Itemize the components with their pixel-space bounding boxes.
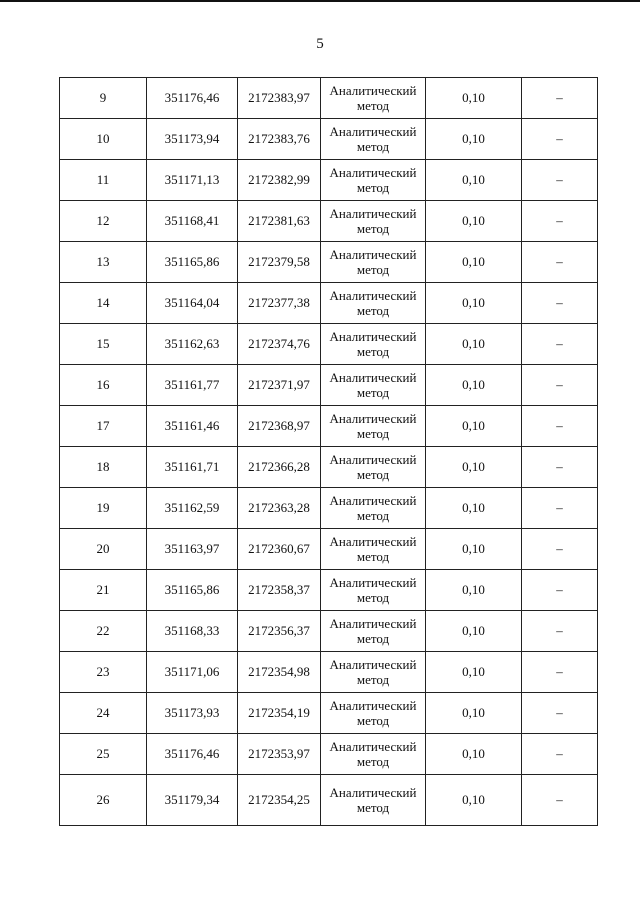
table-row xyxy=(60,611,598,652)
table-row xyxy=(60,365,598,406)
note-cell: – xyxy=(522,734,598,775)
method-line-2: метод xyxy=(356,221,390,236)
method-line-2: метод xyxy=(356,713,390,728)
method-cell xyxy=(321,693,426,734)
method-line-1: Аналитический xyxy=(329,575,417,590)
accuracy-cell: 0,10 xyxy=(426,119,522,160)
y-coordinate-cell: 2172379,58 xyxy=(238,242,321,283)
method-cell xyxy=(321,611,426,652)
method-cell xyxy=(321,324,426,365)
point-number-cell: 26 xyxy=(60,775,147,826)
method-line-1: Аналитический xyxy=(329,616,417,631)
note-cell: – xyxy=(522,652,598,693)
method-line-2: метод xyxy=(356,139,390,154)
point-number-cell: 23 xyxy=(60,652,147,693)
x-coordinate-cell: 351176,46 xyxy=(147,734,238,775)
table-row xyxy=(60,78,598,119)
method-line-1: Аналитический xyxy=(329,739,417,754)
point-number-cell: 13 xyxy=(60,242,147,283)
y-coordinate-cell: 2172354,19 xyxy=(238,693,321,734)
note-cell: – xyxy=(522,611,598,652)
accuracy-cell: 0,10 xyxy=(426,78,522,119)
accuracy-cell: 0,10 xyxy=(426,406,522,447)
accuracy-cell: 0,10 xyxy=(426,775,522,826)
x-coordinate-cell: 351171,13 xyxy=(147,160,238,201)
table-row xyxy=(60,652,598,693)
coordinates-table-body xyxy=(60,78,598,826)
x-coordinate-cell: 351162,63 xyxy=(147,324,238,365)
note-cell: – xyxy=(522,693,598,734)
note-cell: – xyxy=(522,119,598,160)
method-line-2: метод xyxy=(356,590,390,605)
y-coordinate-cell: 2172383,97 xyxy=(238,78,321,119)
method-line-2: метод xyxy=(356,344,390,359)
x-coordinate-cell: 351165,86 xyxy=(147,570,238,611)
accuracy-cell: 0,10 xyxy=(426,529,522,570)
y-coordinate-cell: 2172360,67 xyxy=(238,529,321,570)
method-cell xyxy=(321,283,426,324)
table-row xyxy=(60,119,598,160)
point-number-cell: 9 xyxy=(60,78,147,119)
x-coordinate-cell: 351173,94 xyxy=(147,119,238,160)
method-line-2: метод xyxy=(356,631,390,646)
method-line-1: Аналитический xyxy=(329,165,417,180)
x-coordinate-cell: 351173,93 xyxy=(147,693,238,734)
accuracy-cell: 0,10 xyxy=(426,201,522,242)
y-coordinate-cell: 2172363,28 xyxy=(238,488,321,529)
table-row xyxy=(60,447,598,488)
note-cell: – xyxy=(522,447,598,488)
method-cell xyxy=(321,652,426,693)
accuracy-cell: 0,10 xyxy=(426,570,522,611)
x-coordinate-cell: 351163,97 xyxy=(147,529,238,570)
table-row xyxy=(60,529,598,570)
table-row xyxy=(60,242,598,283)
y-coordinate-cell: 2172356,37 xyxy=(238,611,321,652)
method-line-1: Аналитический xyxy=(329,452,417,467)
accuracy-cell: 0,10 xyxy=(426,242,522,283)
x-coordinate-cell: 351164,04 xyxy=(147,283,238,324)
method-line-2: метод xyxy=(356,549,390,564)
method-cell xyxy=(321,119,426,160)
point-number-cell: 25 xyxy=(60,734,147,775)
x-coordinate-cell: 351168,41 xyxy=(147,201,238,242)
accuracy-cell: 0,10 xyxy=(426,488,522,529)
y-coordinate-cell: 2172382,99 xyxy=(238,160,321,201)
accuracy-cell: 0,10 xyxy=(426,365,522,406)
x-coordinate-cell: 351165,86 xyxy=(147,242,238,283)
note-cell: – xyxy=(522,242,598,283)
y-coordinate-cell: 2172353,97 xyxy=(238,734,321,775)
method-line-1: Аналитический xyxy=(329,83,417,98)
point-number-cell: 14 xyxy=(60,283,147,324)
accuracy-cell: 0,10 xyxy=(426,160,522,201)
method-line-2: метод xyxy=(356,180,390,195)
method-cell xyxy=(321,734,426,775)
y-coordinate-cell: 2172368,97 xyxy=(238,406,321,447)
method-line-1: Аналитический xyxy=(329,370,417,385)
y-coordinate-cell: 2172383,76 xyxy=(238,119,321,160)
point-number-cell: 19 xyxy=(60,488,147,529)
method-line-2: метод xyxy=(356,98,390,113)
method-cell xyxy=(321,201,426,242)
method-cell xyxy=(321,406,426,447)
point-number-cell: 24 xyxy=(60,693,147,734)
y-coordinate-cell: 2172377,38 xyxy=(238,283,321,324)
table-row xyxy=(60,693,598,734)
table-row xyxy=(60,775,598,826)
method-line-1: Аналитический xyxy=(329,493,417,508)
page-top-border xyxy=(0,0,640,2)
method-line-2: метод xyxy=(356,467,390,482)
point-number-cell: 20 xyxy=(60,529,147,570)
table-row xyxy=(60,570,598,611)
point-number-cell: 10 xyxy=(60,119,147,160)
y-coordinate-cell: 2172358,37 xyxy=(238,570,321,611)
y-coordinate-cell: 2172354,25 xyxy=(238,775,321,826)
table-row xyxy=(60,406,598,447)
method-line-2: метод xyxy=(356,508,390,523)
method-cell xyxy=(321,529,426,570)
accuracy-cell: 0,10 xyxy=(426,324,522,365)
point-number-cell: 22 xyxy=(60,611,147,652)
x-coordinate-cell: 351161,71 xyxy=(147,447,238,488)
method-line-1: Аналитический xyxy=(329,785,417,800)
accuracy-cell: 0,10 xyxy=(426,693,522,734)
y-coordinate-cell: 2172366,28 xyxy=(238,447,321,488)
x-coordinate-cell: 351176,46 xyxy=(147,78,238,119)
x-coordinate-cell: 351179,34 xyxy=(147,775,238,826)
method-line-1: Аналитический xyxy=(329,247,417,262)
table-row xyxy=(60,734,598,775)
table-row xyxy=(60,324,598,365)
point-number-cell: 11 xyxy=(60,160,147,201)
accuracy-cell: 0,10 xyxy=(426,652,522,693)
note-cell: – xyxy=(522,78,598,119)
method-line-2: метод xyxy=(356,754,390,769)
method-cell xyxy=(321,242,426,283)
method-line-2: метод xyxy=(356,385,390,400)
method-cell xyxy=(321,488,426,529)
method-cell xyxy=(321,570,426,611)
note-cell: – xyxy=(522,201,598,242)
note-cell: – xyxy=(522,570,598,611)
method-line-1: Аналитический xyxy=(329,657,417,672)
table-row xyxy=(60,283,598,324)
x-coordinate-cell: 351168,33 xyxy=(147,611,238,652)
method-line-1: Аналитический xyxy=(329,698,417,713)
page-number: 5 xyxy=(316,36,324,52)
table-row xyxy=(60,488,598,529)
method-line-1: Аналитический xyxy=(329,411,417,426)
method-cell xyxy=(321,365,426,406)
method-line-1: Аналитический xyxy=(329,288,417,303)
method-line-1: Аналитический xyxy=(329,534,417,549)
method-line-2: метод xyxy=(356,303,390,318)
method-line-2: метод xyxy=(356,262,390,277)
method-line-2: метод xyxy=(356,672,390,687)
method-cell xyxy=(321,775,426,826)
method-cell xyxy=(321,447,426,488)
x-coordinate-cell: 351171,06 xyxy=(147,652,238,693)
y-coordinate-cell: 2172374,76 xyxy=(238,324,321,365)
method-cell xyxy=(321,160,426,201)
x-coordinate-cell: 351161,46 xyxy=(147,406,238,447)
note-cell: – xyxy=(522,775,598,826)
note-cell: – xyxy=(522,283,598,324)
point-number-cell: 16 xyxy=(60,365,147,406)
method-line-2: метод xyxy=(356,800,390,815)
note-cell: – xyxy=(522,488,598,529)
point-number-cell: 15 xyxy=(60,324,147,365)
method-line-1: Аналитический xyxy=(329,124,417,139)
note-cell: – xyxy=(522,324,598,365)
note-cell: – xyxy=(522,529,598,570)
point-number-cell: 12 xyxy=(60,201,147,242)
table-row xyxy=(60,201,598,242)
method-line-1: Аналитический xyxy=(329,206,417,221)
accuracy-cell: 0,10 xyxy=(426,611,522,652)
x-coordinate-cell: 351161,77 xyxy=(147,365,238,406)
method-cell xyxy=(321,78,426,119)
table-row xyxy=(60,160,598,201)
accuracy-cell: 0,10 xyxy=(426,447,522,488)
method-line-2: метод xyxy=(356,426,390,441)
y-coordinate-cell: 2172354,98 xyxy=(238,652,321,693)
accuracy-cell: 0,10 xyxy=(426,283,522,324)
y-coordinate-cell: 2172371,97 xyxy=(238,365,321,406)
point-number-cell: 17 xyxy=(60,406,147,447)
note-cell: – xyxy=(522,365,598,406)
note-cell: – xyxy=(522,406,598,447)
x-coordinate-cell: 351162,59 xyxy=(147,488,238,529)
accuracy-cell: 0,10 xyxy=(426,734,522,775)
y-coordinate-cell: 2172381,63 xyxy=(238,201,321,242)
method-line-1: Аналитический xyxy=(329,329,417,344)
point-number-cell: 18 xyxy=(60,447,147,488)
coordinates-table xyxy=(59,77,598,826)
note-cell: – xyxy=(522,160,598,201)
point-number-cell: 21 xyxy=(60,570,147,611)
